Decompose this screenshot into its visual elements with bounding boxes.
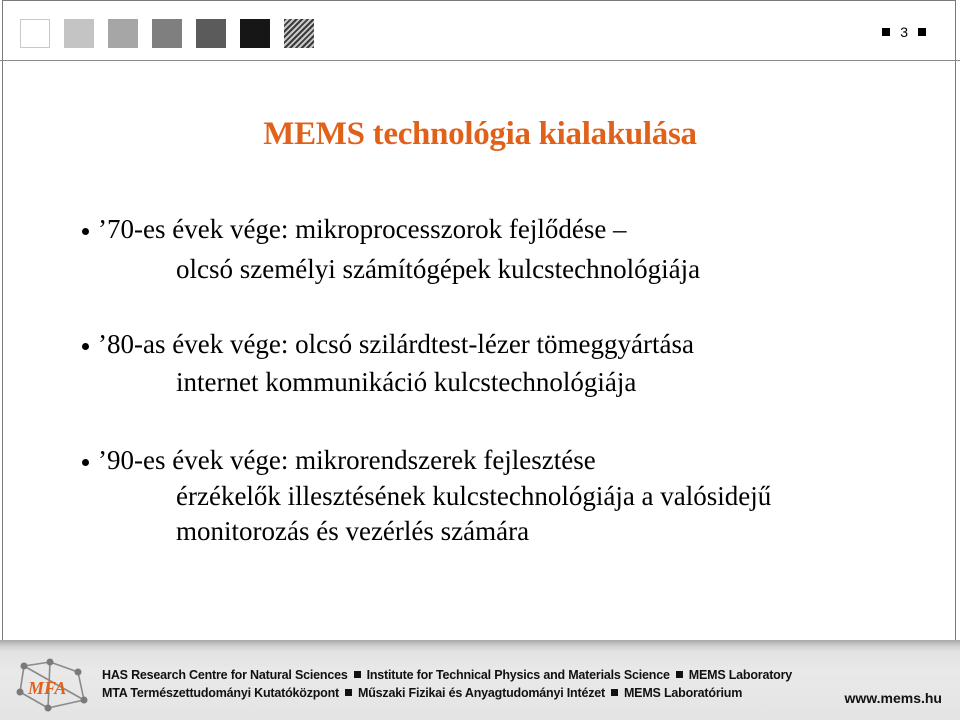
footer-website-link[interactable]: www.mems.hu — [844, 690, 942, 706]
header-square-dark-gray — [196, 19, 226, 48]
page-number-area — [882, 24, 926, 40]
bullet-dot — [82, 228, 89, 235]
bullet-dot — [82, 343, 89, 350]
footer-line-english — [102, 668, 792, 682]
mfa-logo — [14, 658, 92, 712]
footer-institute-hu: Műszaki Fizikai és Anyagtudományi Intézet — [358, 686, 605, 700]
header-square-white — [20, 19, 50, 48]
header-square-black — [240, 19, 270, 48]
footer-lab-en: MEMS Laboratory — [688, 668, 793, 682]
header-square-mid-gray — [152, 19, 182, 48]
bullet-sub-text: monitorozás és vezérlés számára — [176, 516, 530, 546]
footer-separator — [345, 689, 352, 696]
footer-separator — [676, 671, 683, 678]
bullet-sub-text: internet kommunikáció kulcstechnológiája — [176, 367, 637, 397]
header-square-light-gray — [64, 19, 94, 48]
bullet-main-text: ’90-es évek vége: mikrorendszerek fejlesztése — [98, 445, 596, 475]
header-square-gray — [108, 19, 138, 48]
bullet-main-text: ’70-es évek vége: mikroprocesszorok fejlődése – — [98, 214, 627, 244]
header-square-pattern — [284, 19, 314, 48]
slide-title: MEMS technológia kialakulása — [263, 116, 697, 152]
page-number: 3 — [900, 24, 908, 40]
footer-line-hungarian — [102, 686, 742, 700]
page-number-marker-right — [918, 28, 926, 36]
footer-org-hu: MTA Természettudományi Kutatóközpont — [102, 686, 340, 700]
bullet-main-text: ’80-as évek vége: olcsó szilárdtest-lézer tömeggyártása — [98, 329, 694, 359]
footer-institute-en: Institute for Technical Physics and Materials Science — [366, 668, 670, 682]
page-number-marker-left — [882, 28, 890, 36]
header-squares — [20, 19, 314, 48]
bullet-dot — [82, 459, 89, 466]
header-divider — [0, 60, 960, 61]
footer-separator — [354, 671, 361, 678]
footer-lab-hu: MEMS Laboratórium — [623, 686, 743, 700]
bullet-sub-text: olcsó személyi számítógépek kulcstechnológiája — [176, 254, 701, 284]
footer-separator — [611, 689, 618, 696]
footer-org-en: HAS Research Centre for Natural Sciences — [102, 668, 348, 682]
svg-text:MFA: MFA — [28, 678, 67, 698]
bullet-sub-text: érzékelők illesztésének kulcstechnológiája a valósidejű — [176, 481, 772, 511]
